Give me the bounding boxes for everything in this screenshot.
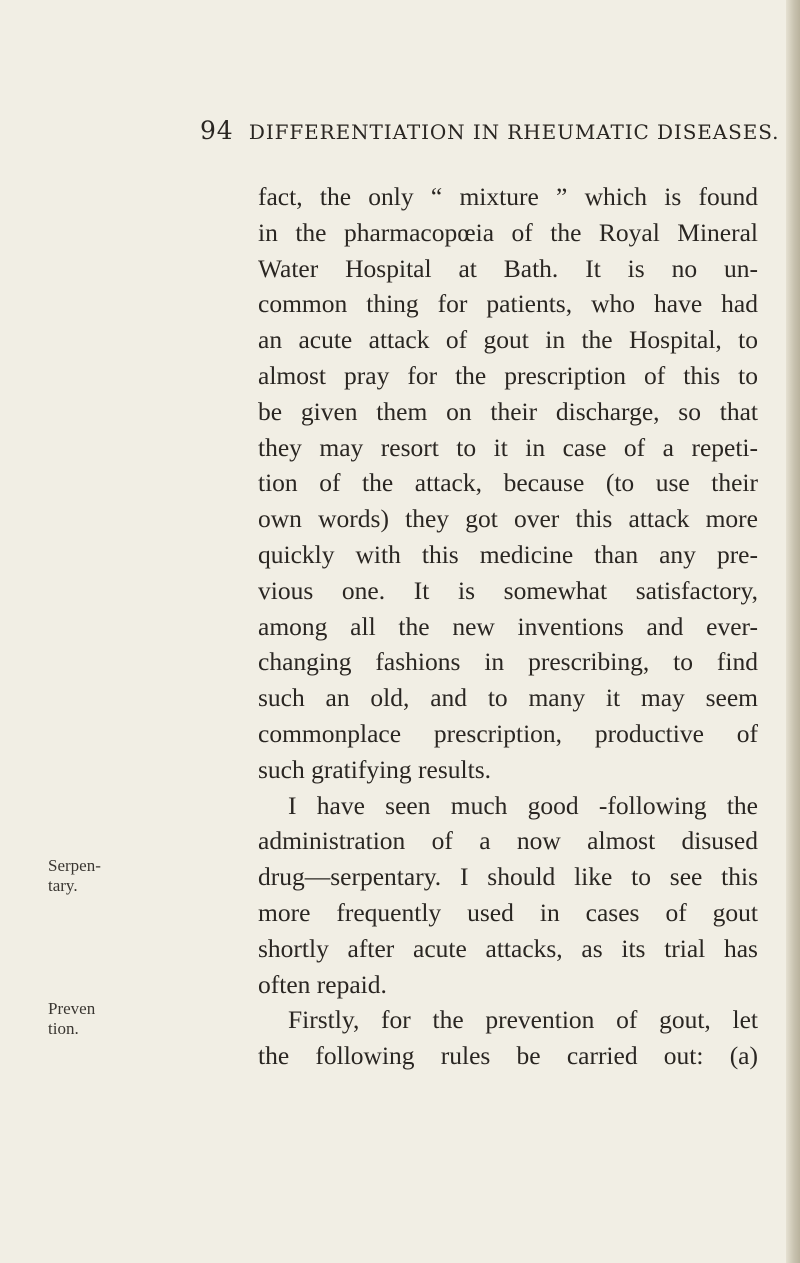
margin-note-line: Serpen- bbox=[48, 856, 101, 875]
page-number: 94 bbox=[200, 116, 234, 145]
text-line: the following rules be carried out: (a) bbox=[258, 1041, 758, 1071]
text-line: fact, the only “ mixture ” which is found bbox=[258, 182, 758, 211]
running-title: DIFFERENTIATION IN RHEUMATIC DISEASES. bbox=[248, 120, 780, 144]
margin-note-line: Preven bbox=[48, 999, 96, 1018]
text-line: more frequently used in cases of gout bbox=[258, 897, 758, 927]
text-line: administration of a now almost disused bbox=[258, 826, 758, 856]
margin-note-line: tary. bbox=[48, 876, 78, 895]
text-line: shortly after acute attacks, as its trial has bbox=[258, 933, 758, 963]
running-header bbox=[200, 116, 780, 145]
text-line: drug—serpentary. I should like to see this bbox=[258, 862, 758, 892]
text-line: changing fashions in prescribing, to find bbox=[258, 647, 758, 677]
margin-note-line: tion. bbox=[48, 1019, 79, 1038]
body-text bbox=[258, 179, 758, 1074]
text-line: such gratifying results. bbox=[258, 754, 491, 784]
text-line: common thing for patients, who have had bbox=[258, 289, 758, 319]
text-line: often repaid. bbox=[258, 969, 387, 999]
text-line: Water Hospital at Bath. It is no un- bbox=[258, 253, 758, 283]
text-line: an acute attack of gout in the Hospital, to bbox=[258, 325, 758, 355]
text-line: I have seen much good -following the bbox=[288, 790, 758, 820]
text-line: almost pray for the prescription of this to bbox=[258, 360, 758, 390]
text-line: such an old, and to many it may seem bbox=[258, 683, 758, 713]
text-line: be given them on their discharge, so that bbox=[258, 396, 758, 426]
text-line: own words) they got over this attack more bbox=[258, 504, 758, 534]
text-line: among all the new inventions and ever- bbox=[258, 611, 758, 641]
text-line: quickly with this medicine than any pre- bbox=[258, 539, 758, 569]
text-line: vious one. It is somewhat satisfactory, bbox=[258, 575, 758, 605]
text-line: commonplace prescription, productive of bbox=[258, 718, 758, 748]
text-line: in the pharmacopœia of the Royal Mineral bbox=[258, 217, 758, 247]
margin-note-prevention bbox=[48, 999, 95, 1039]
text-line: they may resort to it in case of a repeti- bbox=[258, 432, 758, 462]
text-line: Firstly, for the prevention of gout, let bbox=[288, 1005, 758, 1035]
margin-note-serpentary bbox=[48, 856, 101, 896]
page-edge-shadow bbox=[786, 0, 800, 1263]
text-line: tion of the attack, because (to use their bbox=[258, 468, 758, 498]
